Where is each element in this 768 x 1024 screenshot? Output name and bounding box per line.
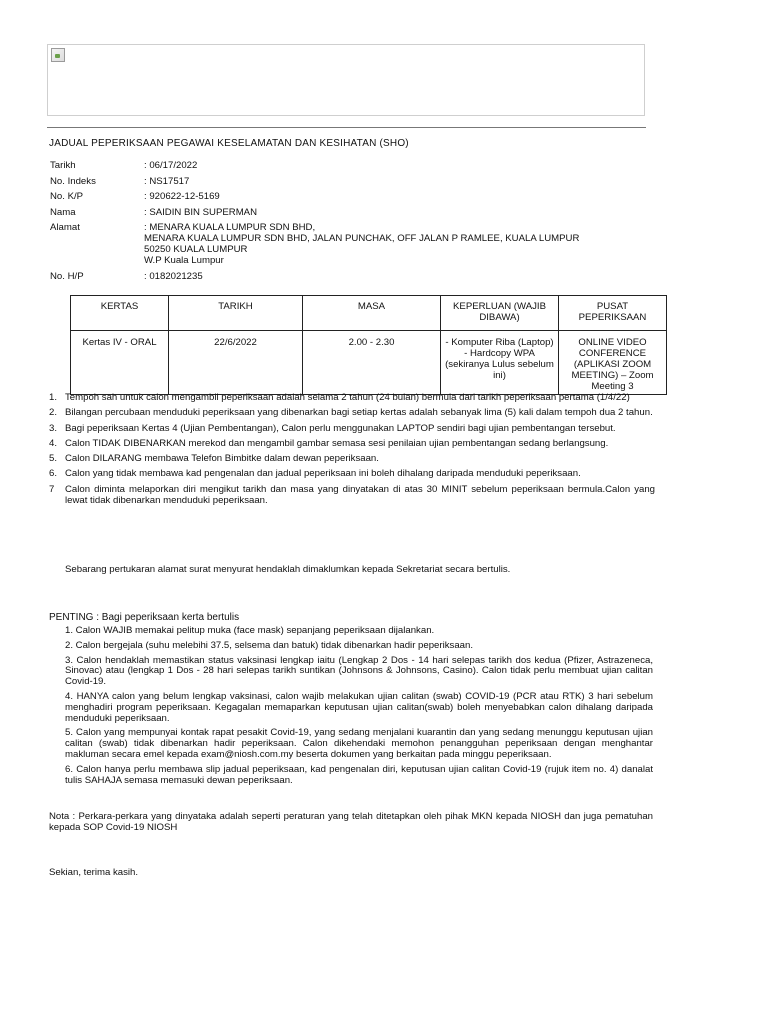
address-value: [144, 222, 650, 266]
broken-image-icon: [51, 48, 65, 62]
list-item-text: Calon diminta melaporkan diri mengikut tarikh dan masa yang dinyatakan di atas 30 MINIT sebelum peperiksaan bermula.Calon yang lewat tidak dibenarkan menduduki peperiksaan.: [65, 483, 655, 506]
cell-kertas: Kertas IV - ORAL: [71, 331, 169, 395]
info-row-name: [50, 207, 650, 218]
cell-masa: 2.00 - 2.30: [303, 331, 441, 395]
kp-value: : 920622-12-5169: [144, 191, 220, 203]
list-item-text: Bilangan percubaan menduduki peperiksaan yang dibenarkan bagi setiap kertas adalah sebanyak lima (5) kali dalam tempoh dua 2 tahun.: [65, 407, 653, 419]
cell-pusat: ONLINE VIDEO CONFERENCE (APLIKASI ZOOM MEETING) – Zoom Meeting 3: [559, 331, 667, 395]
index-value: : NS17517: [144, 175, 190, 187]
important-heading: PENTING : Bagi peperiksaan kerta bertulis: [49, 612, 240, 623]
list-item-number: 4.: [49, 437, 58, 449]
list-item: [49, 485, 655, 507]
cell-keperluan: - Komputer Riba (Laptop) - Hardcopy WPA (sekiranya Lulus sebelum ini): [441, 331, 559, 395]
column-header-kertas: KERTAS: [71, 296, 169, 331]
header-divider: [47, 127, 646, 128]
list-item-text: Calon yang tidak membawa kad pengenalan dan jadual peperiksaan ini boleh dihalang daripada menduduki peperiksaan.: [65, 468, 581, 480]
list-item-number: 3.: [49, 422, 58, 434]
info-row-index: [50, 176, 650, 187]
list-item-number: 1.: [49, 392, 58, 403]
list-item-text: Bagi peperiksaan Kertas 4 (Ujian Pembentangan), Calon perlu menggunakan LAPTOP sendiri bagi ujian pembentangan tersebut.: [65, 422, 616, 434]
name-label: Nama: [50, 206, 76, 218]
closing-text: Sekian, terima kasih.: [49, 867, 139, 878]
cell-tarikh: 22/6/2022: [169, 331, 303, 395]
address-change-notice: Sebarang pertukaran alamat surat menyurat hendaklah dimaklumkan kepada Sekretariat secara bertulis.: [65, 564, 511, 575]
covid-rule-item: 5. Calon yang mempunyai kontak rapat pesakit Covid-19, yang sedang menjalani kuarantin dan yang sedang menunggu keputusan ujian calitan (swab) tidak dibenarkan hadir peperiksaan. Calon dikehendaki memohon penangguhan peperiksaan dengan menghantar makluman secara emel kepada exam@niosh.com.my beserta dokumen yang berkaitan pada minggu peperiksaan.: [65, 727, 653, 760]
column-header-pusat: PUSAT PEPERIKSAAN: [559, 296, 667, 331]
covid-rule-item: 4. HANYA calon yang belum lengkap vaksinasi, calon wajib melakukan ujian calitan (swab) COVID-19 (PCR atau RTK) 3 hari sebelum menghadiri program peperiksaan. Kegagalan memaparkan keputusan ujian calitan(swab) boleh menyebabkan calon dihalang daripada menduduki peperiksaan.: [65, 690, 653, 724]
covid-rule-item: 6. Calon hanya perlu membawa slip jadual peperiksaan, kad pengenalan diri, keputusan ujian calitan Covid-19 (rujuk item no. 4) danalat tulis SAHAJA semasa memasuki dewan peperiksaan.: [65, 763, 653, 786]
header-banner-image: [47, 44, 645, 116]
phone-label: No. H/P: [50, 270, 84, 282]
list-item-text: Tempoh sah untuk calon mengambil peperiksaan adalah selama 2 tahun (24 bulan) bermula dari tarikh peperiksaan pertama (1/4/22): [65, 392, 630, 403]
list-item: [49, 439, 655, 450]
kp-label: No. K/P: [50, 191, 84, 203]
table-row: [71, 331, 667, 395]
address-line: 50250 KUALA LUMPUR: [144, 244, 248, 256]
address-line: : MENARA KUALA LUMPUR SDN BHD,: [144, 222, 316, 234]
address-label: Alamat: [50, 222, 80, 234]
table-header-row: [71, 296, 667, 331]
document-title: JADUAL PEPERIKSAAN PEGAWAI KESELAMATAN DAN KESIHATAN (SHO): [49, 138, 409, 149]
exam-rules-list: [49, 393, 655, 511]
date-label: Tarikh: [50, 160, 76, 171]
list-item: [49, 393, 655, 404]
address-line: MENARA KUALA LUMPUR SDN BHD, JALAN PUNCHAK, OFF JALAN P RAMLEE, KUALA LUMPUR: [144, 233, 580, 245]
column-header-tarikh: TARIKH: [169, 296, 303, 331]
info-row-phone: [50, 271, 650, 282]
list-item: [49, 424, 655, 435]
covid-rule-item: 2. Calon bergejala (suhu melebihi 37.5, selsema dan batuk) tidak dibenarkan hadir peperiksaan.: [65, 639, 473, 651]
list-item-number: 7: [49, 483, 55, 495]
index-label: No. Indeks: [50, 175, 96, 187]
nota-text: Nota : Perkara-perkara yang dinyataka adalah seperti peraturan yang telah ditetapkan oleh pihak MKN kepada NIOSH dan juga pematuhan kepada SOP Covid-19 NIOSH: [49, 811, 653, 833]
candidate-info: [50, 160, 650, 287]
list-item-number: 5.: [49, 453, 58, 465]
list-item: [49, 454, 655, 465]
address-line: W.P Kuala Lumpur: [144, 255, 224, 267]
phone-value: : 0182021235: [144, 270, 203, 282]
list-item: [49, 469, 655, 480]
list-item-number: 2.: [49, 407, 58, 419]
column-header-keperluan: KEPERLUAN (WAJIB DIBAWA): [441, 296, 559, 331]
list-item-text: Calon TIDAK DIBENARKAN merekod dan mengambil gambar semasa sesi penilaian ujian pembentangan sedang berlangsung.: [65, 437, 609, 449]
covid-rule-item: 1. Calon WAJIB memakai pelitup muka (face mask) sepanjang peperiksaan dijalankan.: [65, 625, 435, 636]
column-header-masa: MASA: [303, 296, 441, 331]
exam-schedule-table: [70, 295, 667, 395]
list-item-text: Calon DILARANG membawa Telefon Bimbitke dalam dewan peperiksaan.: [65, 453, 379, 465]
covid-rule-item: 3. Calon hendaklah memastikan status vaksinasi lengkap iaitu (Lengkap 2 Dos - 14 hari selepas tarikh dos kedua (Pfizer, Astrazeneca, Sinovac) atau (lengkap 1 Dos - 28 hari selepas tarikh suntikan (Johnsons & Johnsons, Casino). Calon tidak perlu membuat ujian calitan Covid-19.: [65, 654, 653, 688]
covid-rules: [65, 626, 653, 790]
list-item: [49, 408, 655, 419]
info-row-kp: [50, 191, 650, 202]
list-item-number: 6.: [49, 468, 58, 480]
name-value: : SAIDIN BIN SUPERMAN: [144, 206, 258, 218]
info-row-address: [50, 222, 650, 266]
date-value: : 06/17/2022: [144, 160, 198, 171]
info-row-date: [50, 160, 650, 171]
